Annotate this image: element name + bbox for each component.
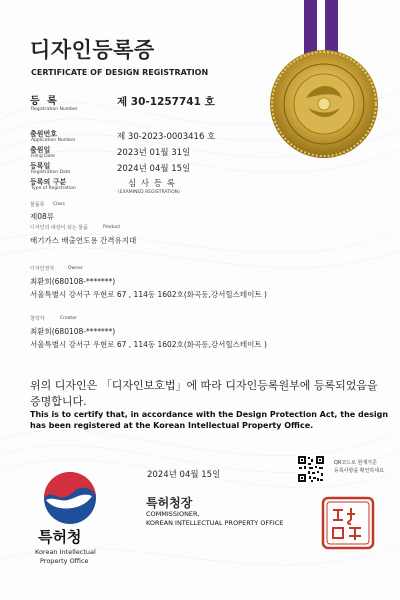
reg-date-label: 등록일 (30, 162, 51, 170)
registration-date: 2024년 04월 15일 (117, 164, 191, 174)
owner-name: 최환희(680108-*******) (30, 277, 116, 286)
application-number: 제 30-2023-0003416 호 (117, 132, 216, 142)
class-label: 물품류 (30, 202, 45, 208)
product-label: 디자인의 대상이 되는 물품 (30, 225, 88, 231)
application-label-en: Application Number (31, 138, 76, 143)
qr-code-icon[interactable] (297, 455, 325, 483)
class-value: 제08류 (30, 212, 55, 221)
qr-note-1: QR코드로 현재기준 (334, 460, 377, 466)
page-subtitle: CERTIFICATE OF DESIGN REGISTRATION (31, 68, 209, 77)
commissioner-title-ko: 특허청장 (146, 496, 193, 510)
creator-label-en: Creator (60, 316, 77, 321)
creator-address: 서울특별시 강서구 우현로 67 , 114동 1602호(화곡동,강서힐스테이트 ) (30, 340, 267, 349)
owner-label: 디자인권자 (30, 266, 55, 272)
issue-date: 2024년 04월 15일 (147, 470, 221, 480)
registration-label: 등 록 (30, 96, 59, 107)
registration-number: 제 30-1257741 호 (117, 96, 215, 108)
product-value: 배기가스 배출연도용 간격유지대 (30, 236, 137, 245)
owner-address: 서울특별시 강서구 우현로 67 , 114동 1602호(화곡동,강서힐스테이트 ) (30, 290, 267, 299)
reg-type-label-en: Type of Registration (31, 186, 76, 191)
page-title: 디자인등록증 (30, 38, 155, 62)
gold-seal-icon (268, 48, 380, 160)
kipo-logo-icon (42, 470, 98, 526)
reg-type-label: 등록의 구분 (30, 178, 67, 186)
office-name-en-1: Korean Intellectual (35, 548, 96, 556)
reg-type-value-en: (EXAMINED REGISTRATION) (118, 190, 180, 195)
creator-name: 최환희(680108-*******) (30, 327, 116, 336)
filing-date: 2023년 01월 31일 (117, 148, 191, 158)
reg-date-label-en: Registration Date (31, 170, 71, 175)
office-name-en-2: Property Office (40, 557, 89, 565)
filing-label-en: Filing Date (31, 154, 55, 159)
product-label-en: Product (103, 225, 121, 230)
commissioner-title-en-2: KOREAN INTELLECTUAL PROPERTY OFFICE (146, 519, 284, 527)
certification-text-en: This is to certify that, in accordance with the Design Protection Act, the design has been registered at the Korean Intellectual Property Office. (30, 410, 389, 430)
official-stamp-icon (321, 496, 375, 550)
registration-label-en: Registration Number (31, 107, 78, 112)
creator-label: 창작자 (30, 316, 45, 322)
application-label: 출원번호 (30, 130, 58, 138)
certification-text-ko: 위의 디자인은 「디자인보호법」에 따라 디자인등록원부에 등록되었음을 증명합니다. (30, 379, 378, 408)
commissioner-title-en-1: COMMISSIONER, (146, 510, 200, 518)
office-name-ko: 특허청 (38, 528, 82, 546)
filing-label: 출원일 (30, 146, 51, 154)
reg-type-value: 심 사 등 록 (128, 179, 176, 189)
qr-note-2: 등록사항을 확인하세요 (334, 468, 384, 474)
owner-label-en: Owner (68, 266, 83, 271)
class-label-en: Class (53, 202, 65, 207)
